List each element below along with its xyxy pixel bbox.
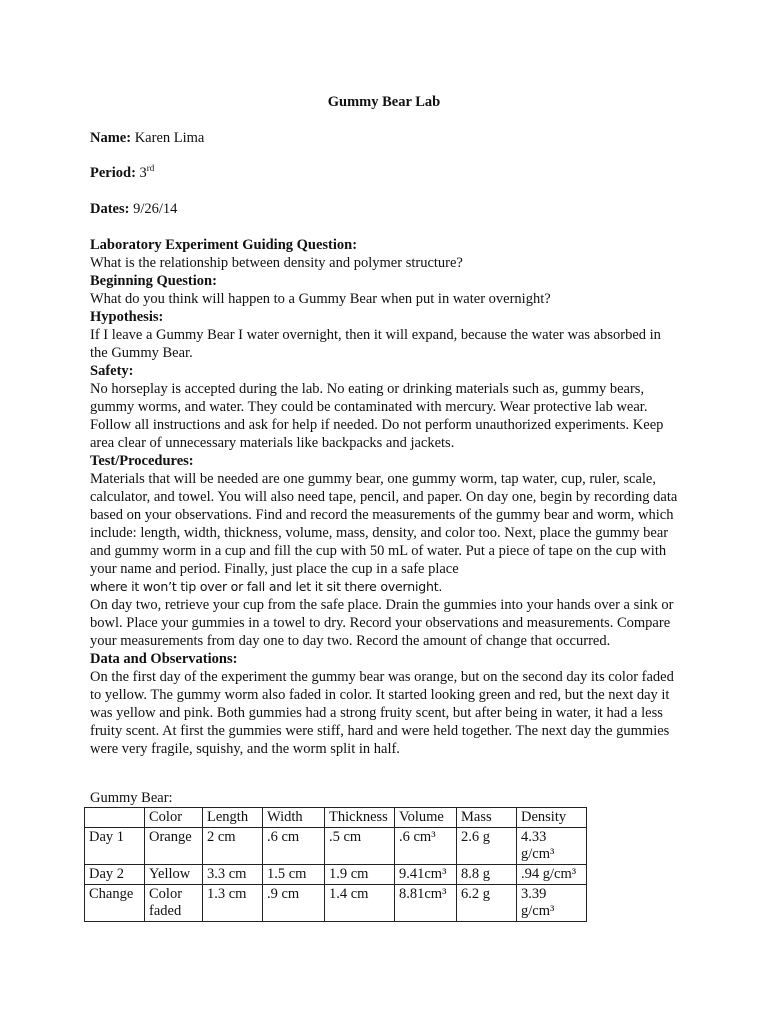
table-cell: .6 cm³ — [395, 828, 457, 865]
table-row — [85, 865, 587, 885]
header-cell: Density — [517, 808, 587, 828]
table-cell: 1.3 cm — [203, 885, 263, 922]
table-cell: 8.8 g — [457, 865, 517, 885]
table-cell: Color faded — [145, 885, 203, 922]
table-cell: Orange — [145, 828, 203, 865]
header-cell: Thickness — [325, 808, 395, 828]
table-cell: .9 cm — [263, 885, 325, 922]
table-label: Gummy Bear: — [90, 790, 173, 806]
test-text-3: On day two, retrieve your cup from the safe place. Drain the gummies into your hands over a sink or bowl. Place your gummies in a towel to dry. Record your observations and measurements. Compare your measurements from day one to day two. Record the amount of change that occurred. — [90, 597, 674, 649]
name-line — [90, 130, 204, 147]
header-cell: Mass — [457, 808, 517, 828]
table-cell: Yellow — [145, 865, 203, 885]
table-row — [85, 828, 587, 865]
table-cell: 1.4 cm — [325, 885, 395, 922]
table-cell: 1.5 cm — [263, 865, 325, 885]
table-cell: 2 cm — [203, 828, 263, 865]
safety-heading: Safety: — [90, 363, 134, 379]
table-cell: Day 1 — [85, 828, 145, 865]
table-cell: 2.6 g — [457, 828, 517, 865]
beginning-heading: Beginning Question: — [90, 273, 217, 289]
table-cell: 3.39 g/cm³ — [517, 885, 587, 922]
beginning-text: What do you think will happen to a Gummy Bear when put in water overnight? — [90, 291, 551, 307]
gummy-bear-table — [84, 807, 587, 922]
table-cell: 9.41cm³ — [395, 865, 457, 885]
dates-label: Dates: — [90, 201, 130, 217]
test-text-2: where it won’t tip over or fall and let it sit there overnight. — [90, 579, 443, 594]
table-cell: .5 cm — [325, 828, 395, 865]
table-cell: Change — [85, 885, 145, 922]
header-cell: Length — [203, 808, 263, 828]
period-suffix: rd — [146, 163, 155, 174]
table-cell: .6 cm — [263, 828, 325, 865]
hypothesis-heading: Hypothesis: — [90, 309, 164, 325]
lab-body — [90, 236, 680, 758]
data-heading: Data and Observations: — [90, 651, 238, 667]
hypothesis-text: If I leave a Gummy Bear I water overnight, then it will expand, because the water was absorbed in the Gummy Bear. — [90, 327, 661, 361]
table-row — [85, 885, 587, 922]
period-label: Period: — [90, 165, 136, 181]
table-cell: Day 2 — [85, 865, 145, 885]
header-cell: Volume — [395, 808, 457, 828]
test-text-1: Materials that will be needed are one gummy bear, one gummy worm, tap water, cup, ruler, scale, calculator, and towel. You will also need tape, pencil, and paper. On day one, begin by recording data based on your observations. Find and record the measurements of the gummy bear and worm, which include: length, width, thickness, volume, mass, density, and color too. Next, place the gummy bear and gummy worm in a cup and fill the cup with 50 mL of water. Put a piece of tape on the cup with your name and period. Finally, just place the cup in a safe place — [90, 471, 678, 577]
table-cell: 3.3 cm — [203, 865, 263, 885]
name-value: Karen Lima — [131, 130, 205, 146]
dates-line — [90, 201, 177, 218]
page-title: Gummy Bear Lab — [327, 94, 441, 110]
header-cell — [85, 808, 145, 828]
dates-value: 9/26/14 — [129, 201, 178, 217]
period-value: 3 — [135, 165, 147, 181]
header-cell: Width — [263, 808, 325, 828]
table-cell: 4.33 g/cm³ — [517, 828, 587, 865]
table-cell: 1.9 cm — [325, 865, 395, 885]
table-cell: 6.2 g — [457, 885, 517, 922]
safety-text: No horseplay is accepted during the lab. No eating or drinking materials such as, gummy bears, gummy worms, and water. They could be contaminated with mercury. Wear protective lab wear. Follow all instructions and ask for help if needed. Do not perform unauthorized experiments. Keep area clear of unnecessary materials like backpacks and jackets. — [90, 381, 664, 451]
table-cell: .94 g/cm³ — [517, 865, 587, 885]
name-label: Name: — [90, 130, 132, 146]
guiding-text: What is the relationship between density and polymer structure? — [90, 255, 463, 271]
table-cell: 8.81cm³ — [395, 885, 457, 922]
period-line — [90, 165, 154, 182]
guiding-heading: Laboratory Experiment Guiding Question: — [90, 237, 358, 253]
header-cell: Color — [145, 808, 203, 828]
table-header-row — [85, 808, 587, 828]
data-text: On the first day of the experiment the gummy bear was orange, but on the second day its color faded to yellow. The gummy worm also faded in color. It started looking green and red, but the next day it was yellow and pink. Both gummies had a strong fruity scent, but after being in water, it had a less fruity scent. At first the gummies were stiff, hard and were held together. The next day the gummies were very fragile, squishy, and the worm split in half. — [90, 669, 674, 757]
test-heading: Test/Procedures: — [90, 453, 194, 469]
